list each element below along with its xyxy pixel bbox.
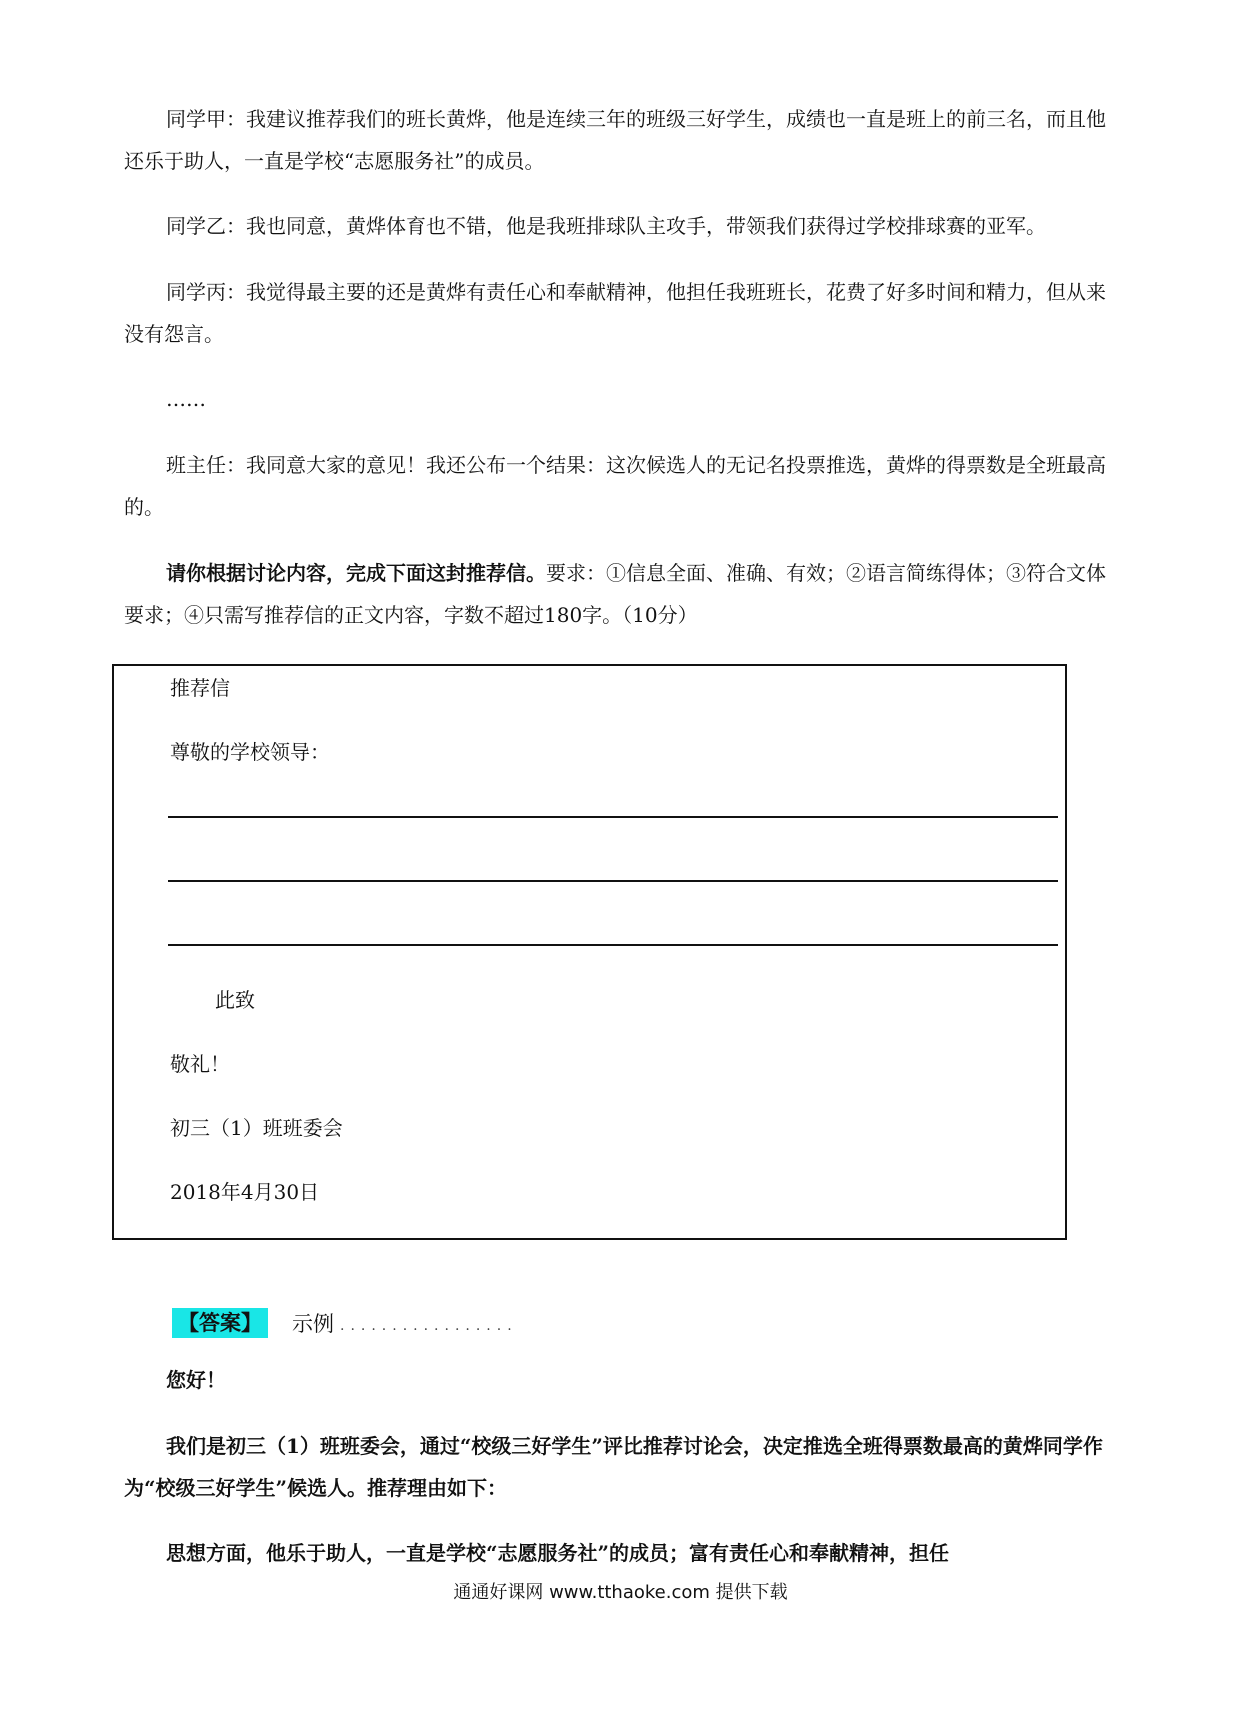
- answer-tag: 【答案】: [172, 1308, 268, 1338]
- letter-title: 推荐信: [170, 676, 230, 700]
- letter-date: 2018年4月30日: [170, 1180, 320, 1204]
- dialogue-ellipsis: ……: [166, 387, 206, 411]
- letter-closing-1: 此致: [215, 988, 255, 1012]
- answer-paragraph-1: 我们是初三（1）班班委会，通过“校级三好学生”评比推荐讨论会，决定推选全班得票数最高的黄烨同学作为“校级三好学生”候选人。推荐理由如下：: [124, 1434, 1103, 1500]
- writing-line: [168, 944, 1058, 946]
- letter-signature: 初三（1）班班委会: [170, 1116, 343, 1140]
- answer-example: 示例: [292, 1312, 334, 1336]
- page-footer: 通通好课网 www.tthaoke.com 提供下载: [453, 1582, 788, 1603]
- task-instruction-bold: 请你根据讨论内容，完成下面这封推荐信。: [166, 561, 546, 585]
- answer-greeting: 您好！: [166, 1368, 226, 1392]
- writing-line: [168, 880, 1058, 882]
- letter-salutation: 尊敬的学校领导：: [170, 740, 330, 764]
- task-instruction-requirements: 要求：①信息全面、准确、有效；②语言简练得体；③符合文体要求；④只需写推荐信的正文内容，字数不超过180字。（10分）: [124, 561, 1106, 627]
- dialogue-student-a: 同学甲：我建议推荐我们的班长黄烨，他是连续三年的班级三好学生，成绩也一直是班上的前三名，而且他还乐于助人，一直是学校“志愿服务社”的成员。: [124, 107, 1106, 173]
- letter-closing-2: 敬礼！: [170, 1052, 230, 1076]
- task-instruction: [124, 552, 1124, 636]
- answer-paragraph-2: 思想方面，他乐于助人，一直是学校“志愿服务社”的成员；富有责任心和奉献精神，担任: [166, 1541, 950, 1565]
- dialogue-teacher: 班主任：我同意大家的意见！我还公布一个结果：这次候选人的无记名投票推选，黄烨的得票数是全班最高的。: [124, 453, 1106, 519]
- dialogue-student-b: 同学乙：我也同意，黄烨体育也不错，他是我班排球队主攻手，带领我们获得过学校排球赛的亚军。: [166, 214, 1046, 238]
- writing-line: [168, 816, 1058, 818]
- dotted-leader: .................: [340, 1318, 518, 1334]
- letter-box: [112, 664, 1067, 1240]
- dialogue-student-c: 同学丙：我觉得最主要的还是黄烨有责任心和奉献精神，他担任我班班长，花费了好多时间和精力，但从来没有怨言。: [124, 280, 1106, 346]
